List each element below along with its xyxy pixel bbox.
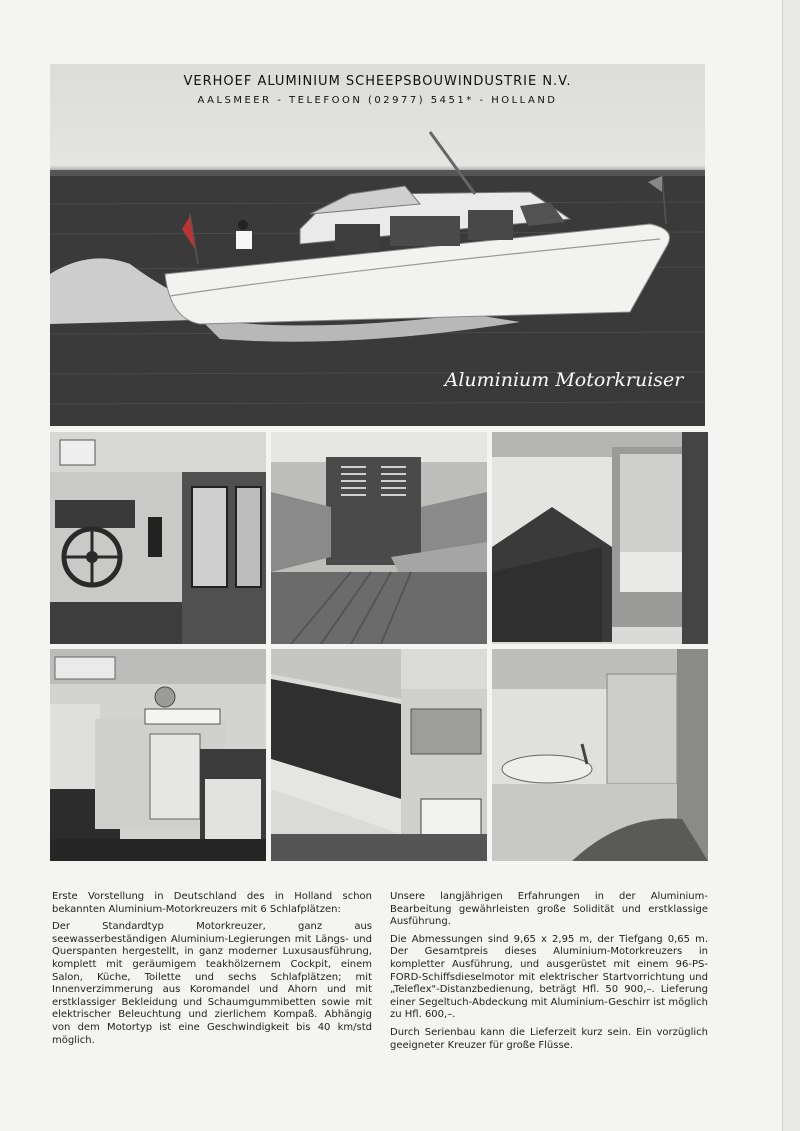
- saloon-berth-photo: [492, 432, 708, 644]
- intro-paragraph: Erste Vorstellung in Deutschland des in Holland schon bekannten Aluminium-Motorkreuzers mit 6 Schlafplätzen:: [52, 891, 372, 915]
- dimensions-price-paragraph: Die Abmessungen sind 9,65 x 2,95 m, der Tiefgang 0,65 m. Der Gesamtpreis dieses Aluminium-Motorkreuzers in kompletter Ausführung, und ausgerüstet mit einem 96-PS-FORD-Schiffsdieselmotor mit elektrischer Startvorrichtung und „Teleflex"-Distanzbedienung, beträgt Hfl. 50 900,–. Lieferung einer Segeltuch-Abdeckung mit Aluminium-Geschirr ist möglich zu Hfl. 600,–.: [390, 933, 708, 1021]
- text-column-left: [52, 891, 372, 1052]
- delivery-paragraph: Durch Serienbau kann die Lieferzeit kurz sein. Ein vorzüglich geeigneter Kreuzer für große Flüsse.: [390, 1026, 708, 1051]
- galley-photo: [50, 649, 266, 861]
- cockpit-bench-photo: [271, 432, 487, 644]
- company-name: VERHOEF ALUMINIUM SCHEEPSBOUWINDUSTRIE N.V.: [183, 74, 572, 89]
- helm-station-photo: [50, 432, 266, 644]
- standard-type-paragraph: Der Standardtyp Motorkreuzer, ganz aus seewasserbeständigen Aluminium-Legierungen mit Längs- und Querspanten hergestellt, in ganz moderner Luxusausführung, komplett mit geräumigem teakhölzernem Cockpit, einem Salon, Küche, Toilette und sechs Schlafplätzen; mit Innenverzimmerung aus Koromandel und Ahorn und mit erstklassiger Bekleidung und Schaumgummibetten sowie mit elektrischer Beleuchtung und zierlichem Kompaß. Abhängig von dem Motortyp ist eine Geschwindigkeit bis 40 km/std möglich.: [52, 921, 372, 1046]
- toilet-washbasin-photo: [492, 649, 708, 861]
- experience-paragraph: Unsere langjährigen Erfahrungen in der Aluminium-Bearbeitung gewährleisten große Solidität und erstklassige Ausführung.: [390, 891, 708, 928]
- company-address: AALSMEER - TELEFOON (02977) 5451* - HOLLAND: [197, 95, 558, 106]
- script-title: Aluminium Motorkruiser: [444, 369, 684, 391]
- text-column-right: [390, 891, 708, 1057]
- page-edge: [782, 0, 800, 1131]
- boat-hero-photo: [50, 64, 705, 426]
- saloon-washbasin-photo: [271, 649, 487, 861]
